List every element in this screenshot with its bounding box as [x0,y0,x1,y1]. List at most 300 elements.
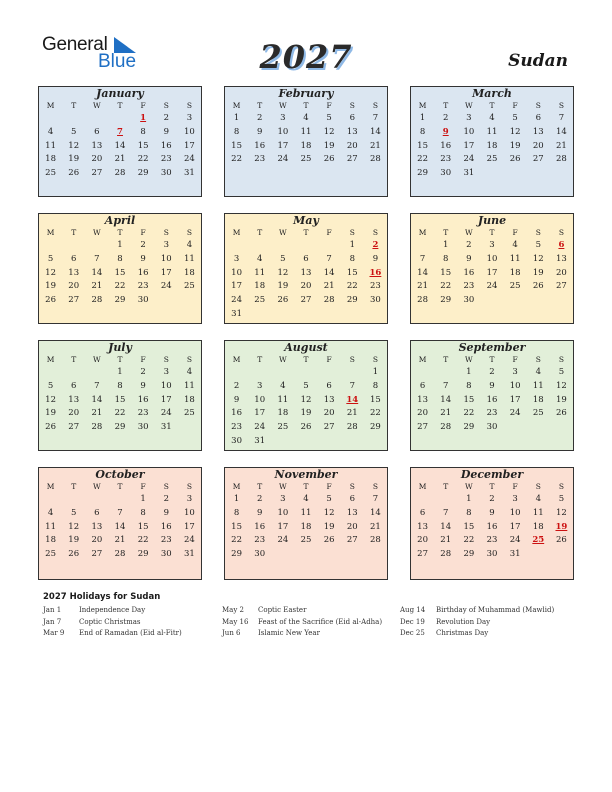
day-empty [85,493,108,507]
day-cell: 15 [417,140,428,151]
day-cell: 4 [535,367,541,377]
day-cell: 4 [512,240,518,250]
weekday-label: F [140,228,146,237]
day-cell: 2 [233,380,240,391]
day-cell: 14 [417,267,428,278]
day-cell: 18 [509,267,521,278]
day-cell-holiday: 19 [555,521,568,532]
weekday-label: T [303,482,309,491]
day-cell: 5 [71,507,77,518]
day-cell-holiday: 2 [372,240,379,250]
day-cell: 27 [91,168,103,179]
holiday-name: End of Ramadan (Eid al-Fitr) [79,629,182,637]
day-empty [62,366,85,380]
day-grid [225,111,387,167]
day-cell: 3 [489,240,495,250]
holiday-list [43,592,583,637]
day-cell: 5 [47,380,54,391]
day-cell: 26 [556,535,567,546]
day-cell: 3 [163,240,169,250]
month-june [410,213,574,324]
month-title: September [458,341,526,354]
day-cell: 18 [184,394,195,405]
day-cell: 20 [532,140,544,151]
day-cell: 6 [349,494,355,504]
day-cell: 19 [556,394,567,405]
day-cell: 22 [370,408,381,419]
day-cell: 12 [323,507,335,518]
weekday-label: S [558,101,564,110]
weekday-header [225,481,387,492]
day-cell: 14 [440,394,452,405]
day-cell: 17 [277,521,289,532]
day-cell: 13 [91,521,103,532]
day-cell: 12 [532,253,544,264]
day-cell: 17 [486,267,498,278]
day-cell: 30 [254,549,266,560]
day-cell: 13 [68,267,80,278]
weekday-label: F [140,355,146,364]
weekday-label: W [278,482,287,491]
day-cell: 31 [254,435,266,446]
day-cell: 12 [556,507,567,518]
month-november [224,467,388,580]
month-september [410,340,574,451]
day-cell: 22 [137,535,149,546]
day-cell: 27 [556,281,567,292]
day-cell: 23 [254,535,266,546]
month-july [38,340,202,451]
weekday-label: F [140,101,146,110]
day-grid [411,238,573,308]
day-cell: 8 [233,126,240,137]
day-cell: 18 [45,535,56,546]
weekday-label: T [117,482,123,491]
day-cell: 28 [114,168,126,179]
day-cell: 7 [443,507,449,518]
day-cell: 12 [68,521,80,532]
day-cell: 5 [535,240,541,250]
holiday-entry [43,606,182,618]
weekday-label: W [92,355,101,364]
logo-general-text: General [42,34,108,55]
day-cell: 10 [509,507,521,518]
day-cell: 16 [486,521,498,532]
day-cell: 22 [231,535,242,546]
day-cell: 6 [419,507,426,518]
day-cell: 15 [114,394,126,405]
day-cell: 8 [419,126,426,137]
day-cell: 4 [47,507,54,518]
day-cell: 13 [346,507,358,518]
day-grid [39,365,201,435]
day-cell: 25 [300,535,312,546]
day-cell: 25 [45,168,56,179]
day-cell: 18 [254,281,266,292]
day-cell: 16 [254,521,266,532]
day-cell: 21 [440,408,452,419]
day-cell: 7 [443,380,449,391]
day-cell: 12 [45,394,56,405]
weekday-label: T [257,228,263,237]
weekday-label: T [443,228,449,237]
day-cell: 13 [532,126,544,137]
day-cell: 28 [323,295,335,306]
day-cell: 19 [68,535,80,546]
weekday-label: T [443,101,449,110]
day-cell: 11 [300,126,312,137]
day-cell: 6 [349,113,355,123]
month-title: February [278,87,334,100]
day-empty [62,239,85,253]
day-cell: 20 [68,281,80,292]
day-empty [39,366,62,380]
day-cell: 29 [231,549,242,560]
weekday-label: M [46,482,55,491]
day-cell: 27 [346,535,358,546]
holiday-name: Birthday of Muhammad (Mawlid) [436,606,555,614]
day-cell: 31 [509,549,521,560]
day-cell: 29 [440,295,452,306]
day-cell: 12 [323,126,335,137]
weekday-label: S [163,482,169,491]
day-cell: 9 [163,126,169,137]
day-cell: 8 [349,253,355,264]
day-cell: 2 [163,494,169,504]
day-empty [108,112,131,126]
weekday-label: S [372,228,378,237]
day-cell: 21 [114,535,126,546]
weekday-label: F [326,228,332,237]
day-cell: 30 [137,422,149,433]
month-title: July [108,341,132,354]
day-cell: 26 [68,168,80,179]
day-cell: 19 [68,154,80,165]
holiday-entry [43,618,182,630]
holiday-name: Islamic New Year [258,629,320,637]
day-cell: 10 [486,253,498,264]
day-cell: 10 [184,507,195,518]
day-cell: 2 [140,367,146,377]
day-cell: 22 [137,154,149,165]
day-cell: 11 [277,394,289,405]
day-cell: 22 [231,154,242,165]
weekday-header [39,354,201,365]
weekday-label: W [278,355,287,364]
day-cell: 16 [160,140,172,151]
weekday-label: T [303,228,309,237]
day-cell: 24 [277,535,289,546]
day-grid [411,111,573,181]
day-cell: 6 [303,253,309,264]
day-cell: 10 [509,380,521,391]
month-title: January [96,87,144,100]
day-cell: 27 [68,295,80,306]
weekday-label: W [278,101,287,110]
day-cell: 20 [91,535,103,546]
day-cell: 21 [346,408,358,419]
day-cell: 17 [160,267,172,278]
weekday-label: M [418,228,427,237]
holiday-date: Jun 6 [222,629,241,637]
weekday-label: F [512,355,518,364]
holiday-column [222,606,382,641]
day-cell: 25 [486,154,498,165]
weekday-label: M [232,228,241,237]
day-cell: 27 [417,549,428,560]
day-cell: 21 [91,281,103,292]
weekday-label: W [464,482,473,491]
weekday-label: F [326,482,332,491]
day-cell: 8 [140,126,146,137]
day-cell: 7 [349,380,355,391]
day-cell: 31 [160,422,172,433]
day-cell: 29 [463,422,475,433]
day-cell: 15 [231,521,242,532]
weekday-label: S [535,482,541,491]
day-cell: 31 [184,168,195,179]
day-grid [225,492,387,562]
holiday-entry [43,629,182,641]
day-empty [62,493,85,507]
day-cell: 1 [419,113,426,123]
day-cell: 30 [486,549,498,560]
weekday-label: W [92,482,101,491]
month-title: May [293,214,319,227]
day-cell: 8 [372,380,379,391]
weekday-label: T [443,482,449,491]
day-cell: 13 [323,394,335,405]
day-cell: 3 [280,113,286,123]
day-cell: 30 [160,549,172,560]
day-cell: 6 [94,507,100,518]
holiday-name: Independence Day [79,606,146,614]
day-cell: 15 [346,267,358,278]
holiday-entry [400,606,554,618]
day-cell: 4 [257,253,263,264]
day-cell: 3 [233,253,240,264]
day-cell: 18 [532,394,544,405]
day-cell: 2 [443,113,449,123]
day-cell: 16 [440,140,452,151]
day-cell: 23 [370,281,381,292]
day-cell: 5 [326,113,332,123]
day-cell: 28 [91,422,103,433]
weekday-label: S [163,101,169,110]
day-cell: 11 [532,507,544,518]
weekday-header [411,481,573,492]
day-cell: 15 [137,140,149,151]
day-cell: 2 [466,240,472,250]
day-cell: 16 [486,394,498,405]
day-cell: 9 [489,380,495,391]
weekday-label: W [464,228,473,237]
holiday-date: May 2 [222,606,244,614]
day-cell: 10 [277,507,289,518]
month-august [224,340,388,451]
day-cell: 24 [509,408,521,419]
day-cell: 15 [463,394,475,405]
day-cell: 12 [300,394,312,405]
logo-blue-text: Blue [98,51,137,72]
day-cell: 29 [137,168,149,179]
day-cell: 6 [326,380,332,391]
day-cell: 15 [114,267,126,278]
day-cell: 25 [509,281,521,292]
day-cell: 18 [300,140,312,151]
day-cell: 15 [440,267,452,278]
day-cell: 23 [463,281,475,292]
day-cell: 28 [556,154,567,165]
day-cell: 23 [440,154,452,165]
day-empty [108,493,131,507]
day-cell-holiday: 14 [346,394,359,405]
weekday-label: W [464,355,473,364]
month-april [38,213,202,324]
day-cell: 1 [466,494,472,504]
day-cell: 9 [372,253,379,264]
month-title: December [460,468,524,481]
holiday-name: Christmas Day [436,629,489,637]
day-cell: 22 [114,281,126,292]
day-cell: 30 [440,168,452,179]
day-cell: 20 [68,408,80,419]
year-title: 2027 [259,38,353,76]
holiday-date: Dec 19 [400,617,425,626]
month-title: April [104,214,136,227]
day-cell: 7 [372,113,379,123]
day-cell: 29 [114,295,126,306]
day-cell: 28 [346,422,358,433]
day-cell: 24 [463,154,475,165]
holiday-entry [400,618,554,630]
day-grid [411,492,573,562]
day-cell: 17 [509,521,521,532]
weekday-label: T [303,355,309,364]
day-cell: 18 [277,408,289,419]
day-cell: 11 [509,253,521,264]
weekday-label: S [372,482,378,491]
day-cell: 24 [509,535,521,546]
day-cell: 15 [231,140,242,151]
day-cell: 25 [300,154,312,165]
day-cell: 3 [280,494,286,504]
day-cell: 21 [417,281,428,292]
country-title: Sudan [508,51,568,71]
day-cell: 23 [231,422,242,433]
day-cell: 26 [45,295,56,306]
weekday-label: M [418,355,427,364]
day-cell: 24 [160,408,172,419]
day-empty [39,112,62,126]
day-cell: 7 [326,253,332,264]
day-cell: 22 [440,281,452,292]
day-grid [225,238,387,322]
day-empty [411,493,434,507]
weekday-label: S [163,228,169,237]
day-grid [225,365,387,449]
weekday-label: T [443,355,449,364]
day-cell: 23 [254,154,266,165]
day-empty [62,112,85,126]
day-cell: 5 [512,113,518,123]
day-cell: 9 [257,126,263,137]
day-cell: 22 [463,408,475,419]
day-cell: 16 [137,394,149,405]
day-cell: 13 [346,126,358,137]
day-cell: 2 [489,494,495,504]
day-cell: 26 [532,281,544,292]
day-cell: 17 [509,394,521,405]
day-cell: 4 [47,126,54,137]
day-cell: 11 [254,267,266,278]
day-cell: 14 [91,394,103,405]
weekday-label: M [418,482,427,491]
day-cell: 20 [346,140,358,151]
day-cell: 27 [532,154,544,165]
day-cell-holiday: 16 [369,267,382,278]
day-cell: 9 [163,507,169,518]
day-empty [434,493,457,507]
weekday-label: W [92,101,101,110]
day-empty [85,112,108,126]
day-cell: 17 [184,140,195,151]
day-cell: 29 [370,422,381,433]
day-cell: 14 [114,140,126,151]
day-cell: 30 [231,435,242,446]
day-cell: 27 [323,422,335,433]
day-cell: 30 [370,295,381,306]
day-cell: 3 [186,494,193,504]
day-empty [225,366,248,380]
day-cell: 15 [137,521,149,532]
day-cell: 28 [114,549,126,560]
month-title: November [274,468,338,481]
day-cell: 10 [231,267,242,278]
day-cell: 7 [419,253,426,264]
day-cell: 16 [231,408,242,419]
day-cell: 19 [45,281,56,292]
day-empty [39,493,62,507]
day-cell: 15 [370,394,381,405]
day-grid [39,111,201,181]
day-cell: 30 [160,168,172,179]
weekday-label: M [418,101,427,110]
day-cell: 24 [277,154,289,165]
day-cell: 20 [300,281,312,292]
day-cell: 13 [300,267,312,278]
day-cell: 9 [140,253,146,264]
day-cell: 19 [532,267,544,278]
holiday-date: Mar 9 [43,629,65,637]
day-cell: 20 [417,535,428,546]
day-cell: 23 [137,281,149,292]
day-cell: 6 [71,380,77,391]
weekday-label: S [558,355,564,364]
day-cell: 20 [346,521,358,532]
day-cell: 11 [184,253,195,264]
day-cell: 28 [370,154,381,165]
weekday-label: S [186,355,192,364]
day-cell: 26 [68,549,80,560]
day-grid [39,492,201,562]
day-cell: 18 [45,154,56,165]
day-cell: 9 [257,507,263,518]
weekday-label: S [186,482,192,491]
day-cell: 11 [45,140,56,151]
holiday-list-title: 2027 Holidays for Sudan [43,592,161,602]
day-cell: 1 [443,240,449,250]
